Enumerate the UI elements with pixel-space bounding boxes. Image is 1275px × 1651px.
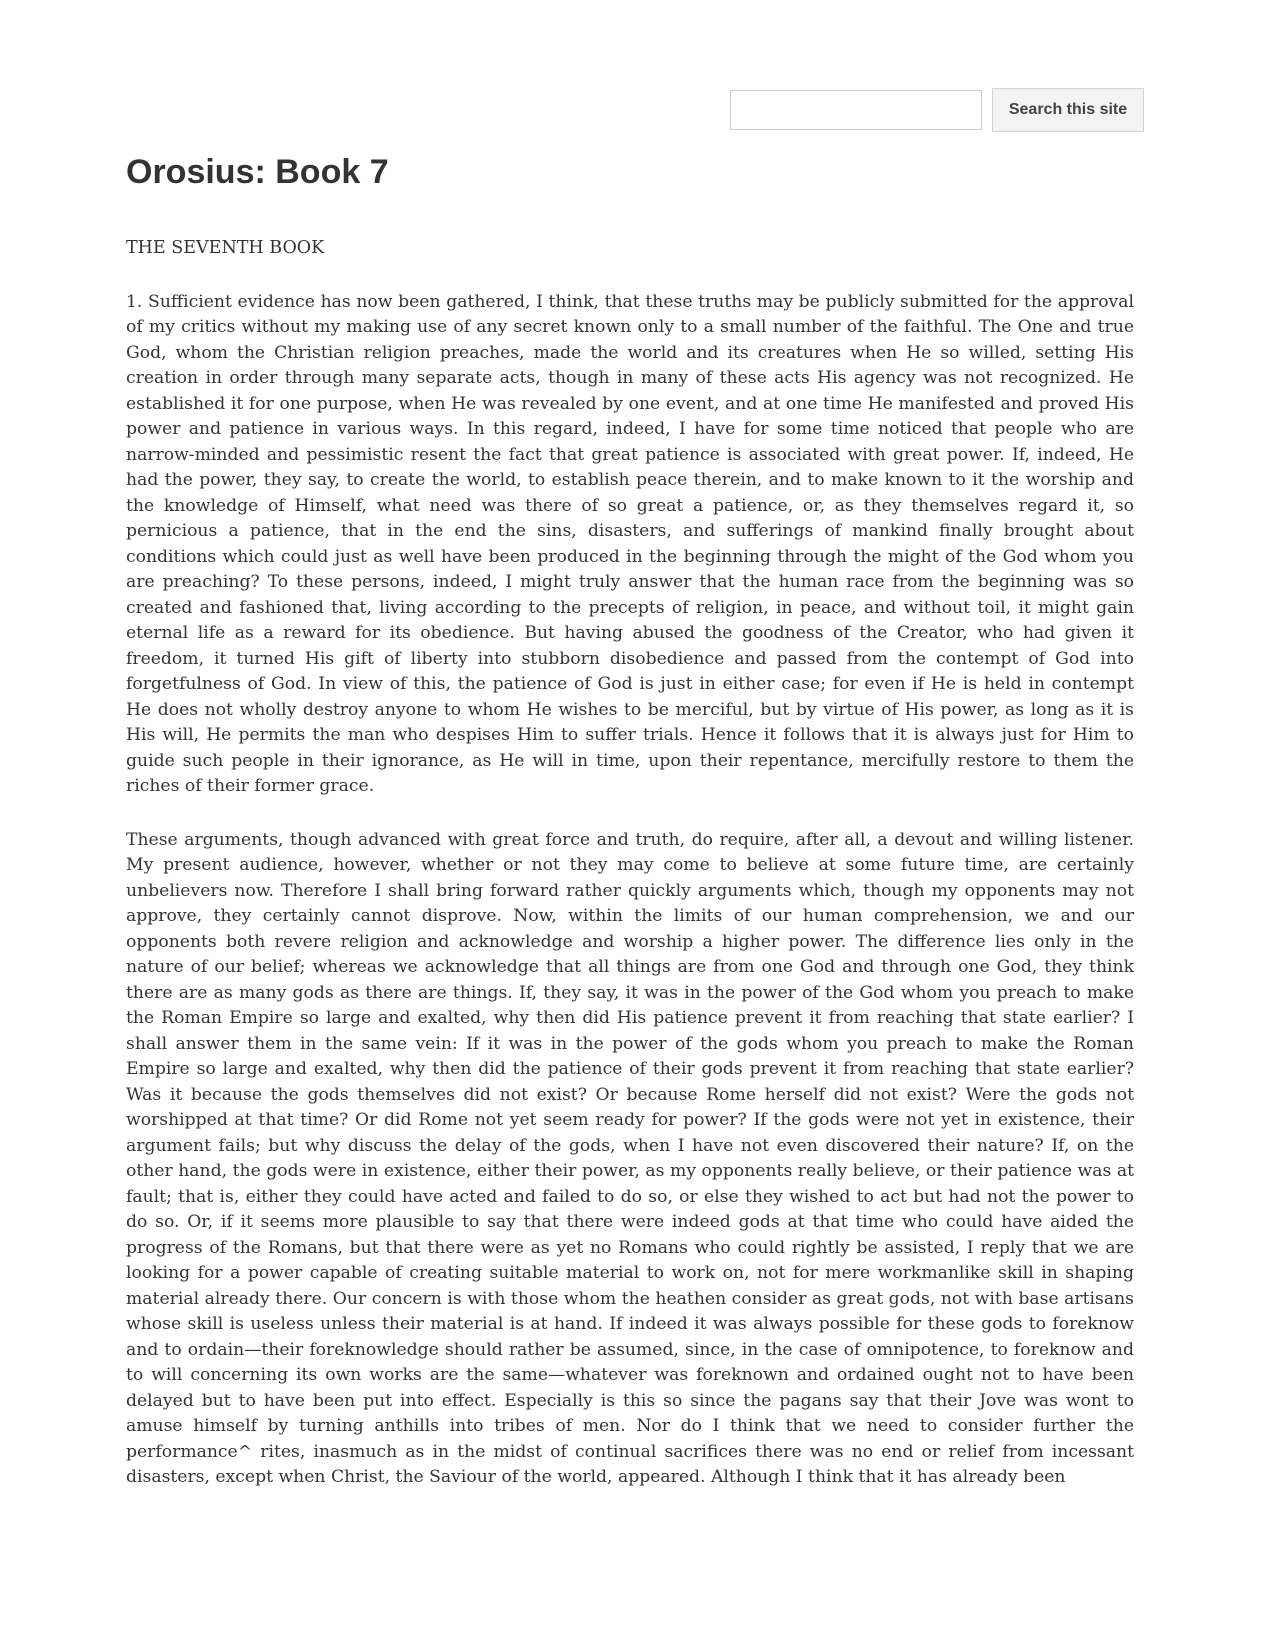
book-heading: THE SEVENTH BOOK xyxy=(126,238,325,258)
search-button[interactable]: Search this site xyxy=(992,88,1144,132)
body-paragraph: 1. Sufficient evidence has now been gathered, I think, that these truths may be publicly submitted for the approval of my critics without my making use of any secret known only to a small number of the faithful. The One and true God, whom the Christian religion preaches, made the world and its creatures when He so willed, setting His creation in order through many separate acts, though in many of these acts His agency was not recognized. He established it for one purpose, when He was revealed by one event, and at one time He manifested and proved His power and patience in various ways. In this regard, indeed, I have for some time noticed that people who are narrow-minded and pessimistic resent the fact that great patience is associated with great power. If, indeed, He had the power, they say, to create the world, to establish peace therein, and to make known to it the worship and the knowledge of Himself, what need was there of so great a patience, or, as they themselves regard it, so pernicious a patience, that in the end the sins, disasters, and sufferings of mankind finally brought about conditions which could just as well have been produced in the beginning through the might of the God whom you are preaching? To these persons, indeed, I might truly answer that the human race from the beginning was so created and fashioned that, living according to the precepts of religion, in peace, and without toil, it might gain eternal life as a reward for its obedience. But having abused the goodness of the Creator, who had given it freedom, it turned His gift of liberty into stubborn disobedience and passed from the contempt of God into forgetfulness of God. In view of this, the patience of God is just in either case; for even if He is held in contempt He does not wholly destroy anyone to whom He wishes to be merciful, but by virtue of His power, as long as it is His will, He permits the man who despises Him to suffer trials. Hence it follows that it is always just for Him to guide such people in their ignorance, as He will in time, upon their repentance, mercifully restore to them the riches of their former grace. xyxy=(126,291,1134,796)
body-paragraph: These arguments, though advanced with great force and truth, do require, after all, a devout and willing listener. My present audience, however, whether or not they may come to believe at some future time, are certainly unbelievers now. Therefore I shall bring forward rather quickly arguments which, though my opponents may not approve, they certainly cannot disprove. Now, within the limits of our human comprehension, we and our opponents both revere religion and acknowledge and worship a higher power. The difference lies only in the nature of our belief; whereas we acknowledge that all things are from one God and through one God, they think there are as many gods as there are things. If, they say, it was in the power of the God whom you preach to make the Roman Empire so large and exalted, why then did His patience prevent it from reaching that state earlier? I shall answer them in the same vein: If it was in the power of the gods whom you preach to make the Roman Empire so large and exalted, why then did the patience of their gods prevent it from reaching that state earlier? Was it because the gods themselves did not exist? Or because Rome herself did not exist? Were the gods not worshipped at that time? Or did Rome not yet seem ready for power? If the gods were not yet in existence, their argument fails; but why discuss the delay of the gods, when I have not even discovered their nature? If, on the other hand, the gods were in existence, either their power, as my opponents really believe, or their patience was at fault; that is, either they could have acted and failed to do so, or else they wished to act but had not the power to do so. Or, if it seems more plausible to say that there were indeed gods at that time who could have aided the progress of the Romans, but that there were as yet no Romans who could rightly be assisted, I reply that we are looking for a power capable of creating suitable material to work on, not for mere workmanlike skill in shaping material already there. Our concern is with those whom the heathen consider as great gods, not with base artisans whose skill is useless unless their material is at hand. If indeed it was always possible for these gods to foreknow and to ordain—their foreknowledge should rather be assumed, since, in the case of omnipotence, to foreknow and to will concerning its own works are the same—whatever was foreknown and ordained ought not to have been delayed but to have been put into effect. Especially is this so since the pagans say that their Jove was wont to amuse himself by turning anthills into tribes of men. Nor do I think that we need to consider further the performance^ rites, inasmuch as in the midst of continual sacrifices there was no end or relief from incessant disasters, except when Christ, the Saviour of the world, appeared. Although I think that it has already been xyxy=(126,829,1134,1487)
search-input[interactable] xyxy=(730,90,982,130)
page-title: Orosius: Book 7 xyxy=(126,153,389,191)
search-bar xyxy=(730,88,1144,132)
page-content xyxy=(126,236,1134,1519)
